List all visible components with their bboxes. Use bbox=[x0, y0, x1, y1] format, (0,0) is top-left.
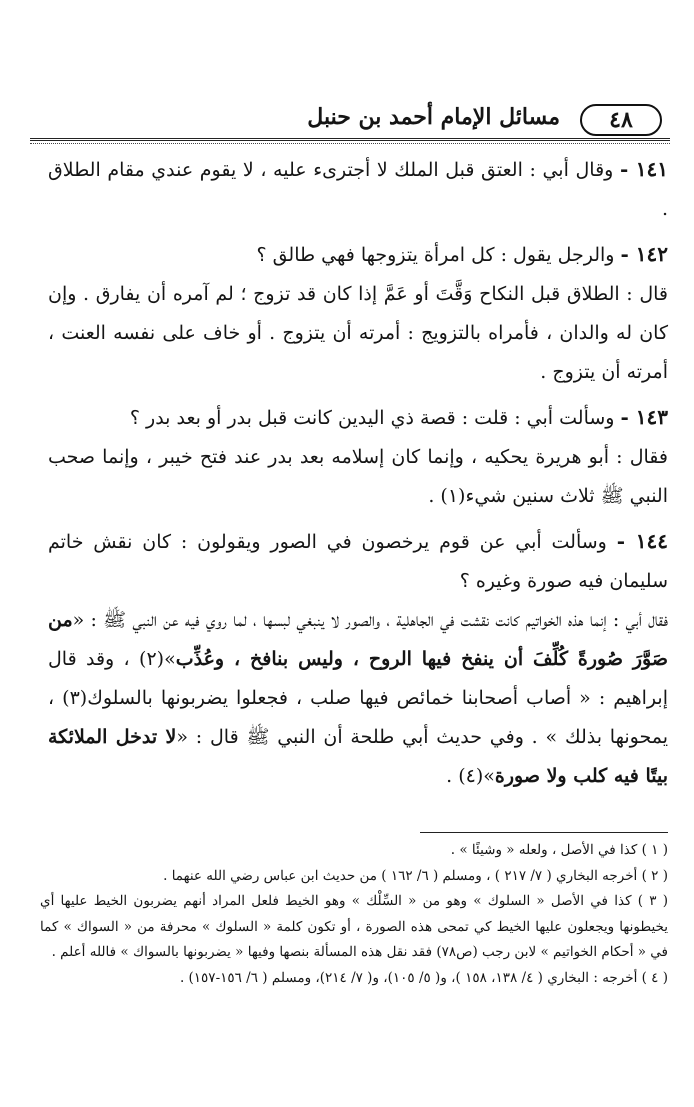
page-number-badge bbox=[580, 104, 662, 136]
footnotes bbox=[40, 838, 668, 991]
answer-part-c: »(٤) . bbox=[446, 765, 495, 787]
footnote-1: ( ١ ) كذا في الأصل ، ولعله « وشيئًا » . bbox=[450, 842, 668, 858]
page-number: ٤٨ bbox=[609, 107, 633, 133]
entry-144 bbox=[48, 522, 668, 796]
entry-141 bbox=[48, 150, 668, 229]
header-rule bbox=[30, 138, 670, 141]
answer-part-a: فقال أبي : إنما هذه الخواتيم كانت نقشت في الجاهلية ، والصور لا ينبغي لبسها ، لما روي فيه عن النبي ﷺ : « bbox=[72, 609, 668, 631]
running-title: مسائل الإمام أحمد بن حنبل bbox=[307, 104, 560, 130]
hadith-quote-1: من صَوَّرَ صُورةً كُلِّفَ أن ينفخ فيها الروح ، وليس بنافخ ، وعُذِّب bbox=[48, 609, 669, 670]
entry-paragraph bbox=[48, 522, 668, 601]
page-header bbox=[30, 90, 670, 140]
entry-question: والرجل يقول : كل امرأة يتزوجها فهي طالق ؟ bbox=[256, 244, 615, 266]
footnote-3: ( ٣ ) كذا في الأصل « السلوك » وهو من « السِّلْك » وهو الخيط فلعل المراد أنهم يضربون الخيط عليها أي يخيطونها ويجعلون عليها الخيط كي تمحى هذه الصورة ، أو تكون كلمة « السلوك » محرفة من « السواك » كما في « أحكام الخواتيم » لابن رجب (ص٧٨) فقد نقل هذه المسألة بنصها وفيها « يضربونها بالسواك » فالله أعلم . bbox=[40, 893, 668, 960]
entry-text: وقال أبي : العتق قبل الملك لا أجترىء عليه ، لا يقوم عندي مقام الطلاق . bbox=[48, 159, 668, 220]
entry-answer: قال : الطلاق قبل النكاح وَقَّتَ أو عَمَّ إذا كان قد تزوج ؛ لم آمره أن يفارق . وإن كان له والدان ، فأمراه بالتزويج : أمرته أن يتزوج . أو خاف على نفسه العنت ، أمرته أن يتزوج . bbox=[48, 283, 668, 383]
footnote-separator bbox=[420, 832, 668, 833]
footnote-2: ( ٢ ) أخرجه البخاري ( ٧/ ٢١٧ ) ، ومسلم ( ٦/ ١٦٢ ) من حديث ابن عباس رضي الله عنهما . bbox=[163, 867, 668, 884]
header-rule-dotted bbox=[30, 143, 670, 144]
entry-paragraph bbox=[48, 235, 668, 275]
entry-number: ١٤٤ - bbox=[616, 529, 668, 553]
entry-paragraph bbox=[48, 398, 668, 438]
entry-number: ١٤١ - bbox=[619, 157, 668, 181]
footnote-4: ( ٤ ) أخرجه : البخاري ( ٤/ ١٣٨، ١٥٨ )، و( ٥/ ١٠٥)، و( ٧/ ٢١٤)، ومسلم ( ٦/ ١٥٦-١٥٧) . bbox=[179, 969, 668, 986]
entry-142 bbox=[48, 235, 668, 392]
entry-question: وسألت أبي عن قوم يرخصون في الصور ويقولون : كان نقش خاتم سليمان فيه صورة وغيره ؟ bbox=[48, 531, 668, 592]
answer-part-b: »(٢) ، وقد قال إبراهيم : « أصاب أصحابنا خمائص فيها صلب ، فجعلوا يضربونها بالسلوك(٣) ، يمحونها بذلك » . وفي حديث أبي طلحة أن النبي ﷺ قال : « bbox=[48, 648, 668, 748]
entry-143 bbox=[48, 398, 668, 516]
entry-answer bbox=[48, 601, 668, 796]
hadith-quote-2: لا تدخل الملائكة بيتًا فيه كلب ولا صورة bbox=[48, 726, 668, 787]
entry-answer: فقال : أبو هريرة يحكيه ، وإنما كان إسلامه بعد بدر عند فتح خيبر ، وإنما صحب النبي ﷺ ثلاث سنين شيء(١) . bbox=[48, 446, 668, 507]
body-text bbox=[48, 150, 668, 802]
entry-number: ١٤٣ - bbox=[620, 405, 668, 429]
entry-paragraph bbox=[48, 150, 668, 229]
entry-number: ١٤٢ - bbox=[620, 242, 668, 266]
entry-question: وسألت أبي : قلت : قصة ذي اليدين كانت قبل بدر أو بعد بدر ؟ bbox=[129, 407, 615, 429]
